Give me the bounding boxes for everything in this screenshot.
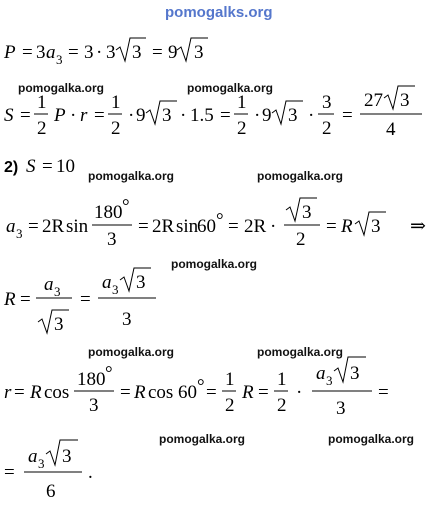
sym-a: a bbox=[316, 363, 326, 384]
watermark: pomogalka.org bbox=[171, 257, 258, 271]
sym-3: 3 bbox=[162, 105, 172, 126]
sym-eq: = bbox=[342, 105, 353, 126]
frac-den: 3 bbox=[122, 309, 132, 330]
sym-cos: cos bbox=[44, 382, 70, 403]
frac-den: 3 bbox=[54, 314, 64, 335]
sym-dot: · bbox=[308, 105, 315, 126]
sym-dot: · bbox=[270, 216, 277, 237]
frac-den: 3 bbox=[107, 229, 117, 250]
sym-eq: = bbox=[94, 105, 105, 126]
sym-9: 9 bbox=[168, 42, 178, 63]
sym-eq: = bbox=[4, 462, 15, 483]
sym-sub3: 3 bbox=[16, 226, 23, 241]
formula-side bbox=[6, 196, 426, 250]
sym-sin: sin bbox=[176, 216, 199, 237]
sym-eq: = bbox=[152, 42, 163, 63]
sym-a: a bbox=[46, 42, 56, 63]
formula-inradius bbox=[4, 357, 389, 419]
frac-den: 2 bbox=[277, 395, 287, 416]
sym-deg: ° bbox=[216, 210, 224, 231]
sym-eq: = bbox=[258, 382, 269, 403]
sym-3: 3 bbox=[288, 105, 298, 126]
sym-eq: = bbox=[220, 105, 231, 126]
sym-a: a bbox=[28, 446, 38, 467]
sym-R: R bbox=[242, 382, 254, 403]
sym-3: 3 bbox=[36, 42, 46, 63]
sym-3: 3 bbox=[132, 42, 142, 63]
sym-deg: ° bbox=[197, 376, 205, 397]
frac-num: 1 bbox=[225, 369, 235, 390]
sym-dot: · bbox=[96, 42, 103, 63]
sym-3: 3 bbox=[350, 363, 360, 384]
frac-den: 3 bbox=[89, 395, 99, 416]
sym-dot: · bbox=[254, 105, 261, 126]
sym-10: 10 bbox=[56, 156, 75, 177]
sym-60: 60 bbox=[197, 216, 216, 237]
sym-3: 3 bbox=[194, 42, 204, 63]
sym-period: . bbox=[88, 462, 93, 483]
watermark: pomogalka.org bbox=[88, 169, 175, 183]
sym-eq: = bbox=[378, 382, 389, 403]
frac-num: 3 bbox=[322, 92, 332, 113]
sym-eq: = bbox=[20, 289, 31, 310]
sym-dot: · bbox=[296, 382, 303, 403]
sym-R: R bbox=[30, 382, 42, 403]
sym-deg: ° bbox=[105, 363, 113, 384]
sym-eq: = bbox=[138, 216, 149, 237]
sym-dot: · bbox=[128, 105, 135, 126]
watermark: pomogalka.org bbox=[257, 345, 344, 359]
sym-sin: sin bbox=[66, 216, 89, 237]
frac-num: 3 bbox=[302, 202, 312, 223]
sym-sub3: 3 bbox=[56, 52, 63, 67]
sym-eq: = bbox=[42, 156, 53, 177]
sym-60: 60 bbox=[178, 382, 197, 403]
watermark: pomogalka.org bbox=[88, 345, 175, 359]
sym-sub3: 3 bbox=[54, 284, 61, 299]
sym-1.5: 1.5 bbox=[190, 105, 214, 126]
frac-den: 2 bbox=[237, 118, 247, 139]
sym-R: R bbox=[134, 382, 146, 403]
sqrt-sign bbox=[116, 38, 146, 61]
sym-eq: = bbox=[228, 216, 239, 237]
frac-num: 1 bbox=[237, 92, 247, 113]
sym-dot: · bbox=[70, 105, 77, 126]
watermark: pomogalka.org bbox=[257, 169, 344, 183]
formula-circumradius bbox=[3, 268, 156, 335]
sym-sub3: 3 bbox=[326, 373, 333, 388]
sym-R: R bbox=[341, 216, 353, 237]
sym-sub3: 3 bbox=[112, 282, 119, 297]
part-number: 2) bbox=[4, 159, 19, 176]
frac-num: 1 bbox=[111, 92, 121, 113]
sym-implies: ⇒ bbox=[410, 216, 426, 237]
frac-num: 27 bbox=[364, 90, 383, 111]
site-header: pomogalks.org bbox=[165, 4, 273, 21]
sym-2R: 2R bbox=[244, 216, 267, 237]
sym-S: S bbox=[4, 105, 14, 126]
formula-perimeter bbox=[3, 38, 208, 67]
sym-a: a bbox=[44, 274, 54, 295]
sym-r: r bbox=[4, 382, 12, 403]
frac-den: 2 bbox=[111, 118, 121, 139]
frac-den: 2 bbox=[296, 229, 306, 250]
sym-eq: = bbox=[14, 382, 25, 403]
sym-S: S bbox=[26, 156, 36, 177]
frac-den: 3 bbox=[336, 398, 346, 419]
sym-3: 3 bbox=[136, 272, 146, 293]
sym-eq: = bbox=[22, 42, 33, 63]
sym-P: P bbox=[4, 42, 16, 63]
formula-inradius-result bbox=[4, 440, 93, 502]
frac-num: 180 bbox=[94, 202, 123, 223]
sym-eq: = bbox=[120, 382, 131, 403]
sym-3: 3 bbox=[84, 42, 94, 63]
sym-sub3: 3 bbox=[38, 456, 45, 471]
frac-den: 2 bbox=[37, 118, 47, 139]
sym-3: 3 bbox=[400, 90, 410, 111]
frac-num: 1 bbox=[277, 369, 287, 390]
sym-3: 3 bbox=[62, 446, 72, 467]
watermark: pomogalka.org bbox=[159, 432, 246, 446]
sym-eq: = bbox=[326, 216, 337, 237]
sym-9: 9 bbox=[262, 105, 272, 126]
frac-num: 1 bbox=[37, 92, 47, 113]
sym-eq: = bbox=[20, 105, 31, 126]
sym-P: P bbox=[54, 105, 66, 126]
frac-den: 4 bbox=[386, 119, 396, 140]
frac-den: 6 bbox=[46, 481, 56, 502]
sym-eq: = bbox=[206, 382, 217, 403]
sym-cos: cos bbox=[148, 382, 174, 403]
sym-eq: = bbox=[80, 289, 91, 310]
watermark: pomogalka.org bbox=[328, 432, 415, 446]
sym-9: 9 bbox=[136, 105, 146, 126]
sym-r: r bbox=[80, 105, 88, 126]
frac-den: 2 bbox=[322, 118, 332, 139]
watermark: pomogalka.org bbox=[187, 81, 274, 95]
sym-R: R bbox=[4, 289, 16, 310]
sym-2R: 2R bbox=[42, 216, 65, 237]
sym-3: 3 bbox=[371, 216, 381, 237]
sym-eq: = bbox=[28, 216, 39, 237]
frac-den: 2 bbox=[225, 395, 235, 416]
sym-dot: · bbox=[180, 105, 187, 126]
sym-2R: 2R bbox=[152, 216, 175, 237]
sym-eq: = bbox=[68, 42, 79, 63]
sym-a: a bbox=[102, 272, 112, 293]
sym-deg: ° bbox=[122, 196, 130, 217]
sym-3: 3 bbox=[106, 42, 116, 63]
watermark: pomogalka.org bbox=[18, 81, 105, 95]
frac-num: 180 bbox=[77, 369, 106, 390]
sym-a: a bbox=[6, 216, 16, 237]
